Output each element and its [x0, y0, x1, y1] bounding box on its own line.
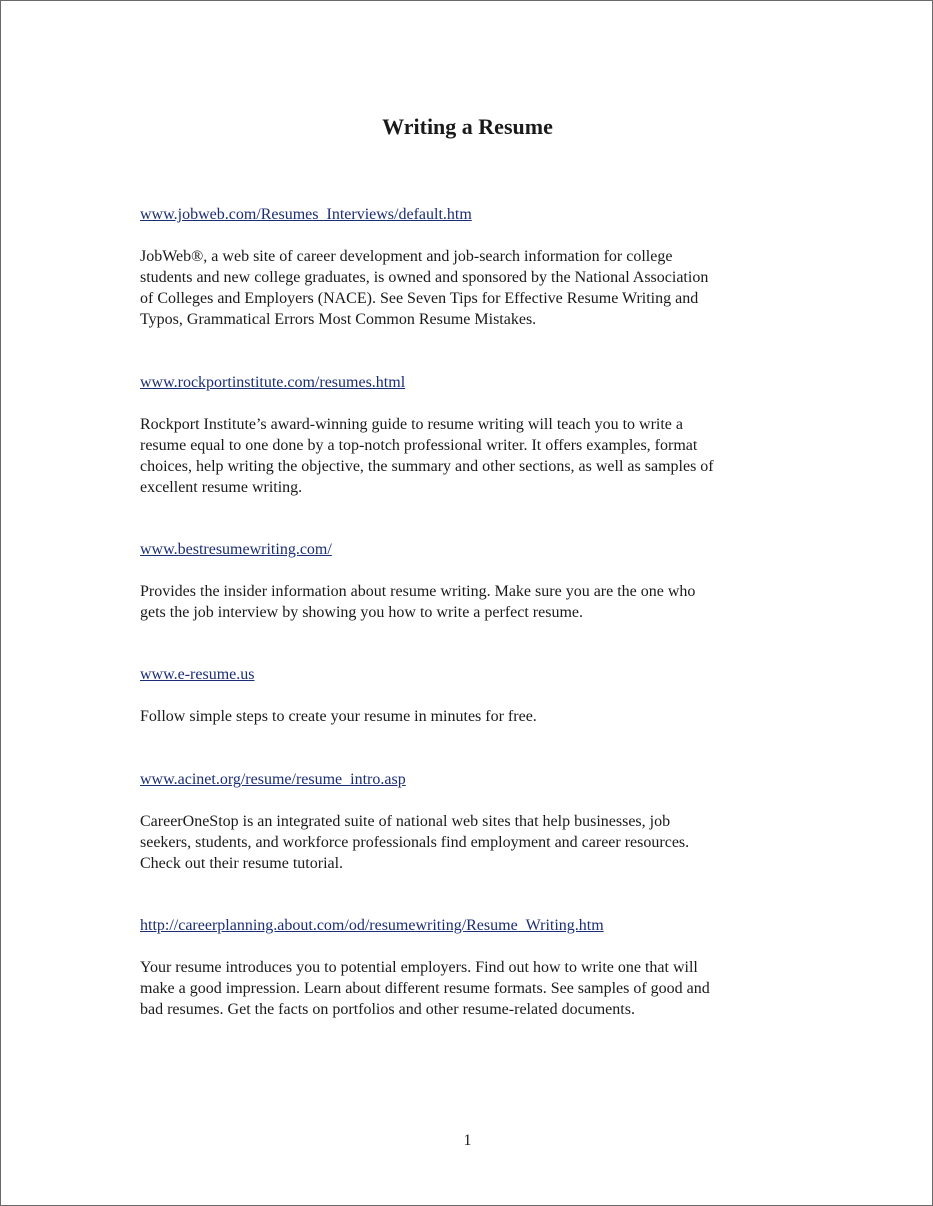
description-rockport: [140, 414, 820, 498]
page-title: Writing a Resume: [382, 114, 553, 139]
desc-line: of Colleges and Employers (NACE). See Seven Tips for Effective Resume Writing and: [140, 290, 699, 307]
description-careerplanning: [140, 957, 820, 1020]
link-bestresumewriting[interactable]: www.bestresumewriting.com/: [140, 541, 332, 558]
link-careerplanning[interactable]: http://careerplanning.about.com/od/resumewriting/Resume_Writing.htm: [140, 917, 604, 934]
desc-line: bad resumes. Get the facts on portfolios and other resume-related documents.: [140, 1001, 635, 1018]
description-acinet: [140, 811, 820, 874]
resource-entry-careerplanning: [140, 915, 820, 1020]
desc-line: Rockport Institute’s award-winning guide to resume writing will teach you to write a: [140, 416, 683, 433]
resume-links-list: [140, 204, 820, 1020]
desc-line: CareerOneStop is an integrated suite of national web sites that help businesses, job: [140, 813, 671, 830]
desc-line: make a good impression. Learn about different resume formats. See samples of good and: [140, 980, 710, 997]
desc-line: Follow simple steps to create your resume in minutes for free.: [140, 708, 537, 725]
link-acinet[interactable]: www.acinet.org/resume/resume_intro.asp: [140, 771, 406, 788]
resource-entry-bestresumewriting: [140, 539, 820, 664]
resource-entry-acinet: [140, 769, 820, 915]
desc-line: choices, help writing the objective, the summary and other sections, as well as samples of: [140, 458, 714, 475]
link-rockport[interactable]: www.rockportinstitute.com/resumes.html: [140, 374, 406, 391]
desc-line: Typos, Grammatical Errors Most Common Resume Mistakes.: [140, 311, 537, 328]
desc-line: Provides the insider information about resume writing. Make sure you are the one who: [140, 583, 696, 600]
desc-line: JobWeb®, a web site of career development and job-search information for college: [140, 248, 673, 265]
description-jobweb: [140, 246, 820, 330]
desc-line: Check out their resume tutorial.: [140, 855, 344, 872]
desc-line: gets the job interview by showing you how to write a perfect resume.: [140, 604, 583, 621]
resource-entry-rockport: [140, 372, 820, 539]
link-e-resume[interactable]: www.e-resume.us: [140, 666, 255, 683]
desc-line: students and new college graduates, is owned and sponsored by the National Association: [140, 269, 709, 286]
desc-line: seekers, students, and workforce professionals find employment and career resources.: [140, 834, 690, 851]
desc-line: Your resume introduces you to potential employers. Find out how to write one that will: [140, 959, 698, 976]
description-e-resume: [140, 706, 820, 727]
resource-entry-jobweb: [140, 204, 820, 372]
resource-entry-e-resume: [140, 664, 820, 769]
desc-line: resume equal to one done by a top-notch professional writer. It offers examples, format: [140, 437, 698, 454]
page-number: 1: [463, 1132, 472, 1149]
description-bestresumewriting: [140, 581, 820, 623]
link-jobweb[interactable]: www.jobweb.com/Resumes_Interviews/default.htm: [140, 206, 472, 223]
desc-line: excellent resume writing.: [140, 479, 303, 496]
